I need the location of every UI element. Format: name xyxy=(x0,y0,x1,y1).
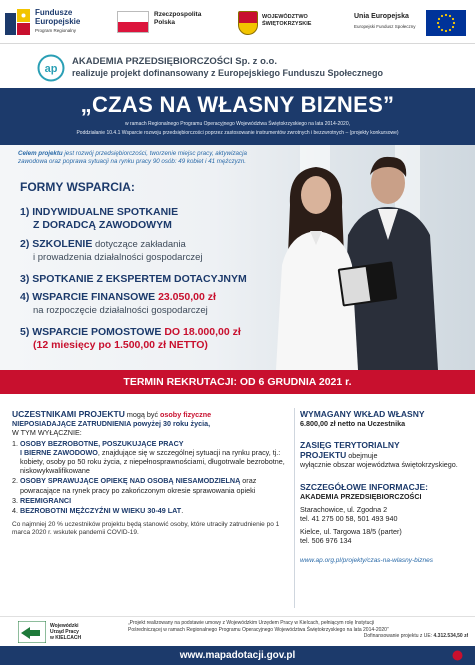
org-line1: AKADEMIA PRZEDSIĘBIORCZOŚCI Sp. z o.o. xyxy=(72,56,277,67)
project-goal xyxy=(18,150,318,166)
support-amount: 23.050,00 zł xyxy=(158,291,216,303)
note-line3a: Dofinansowanie projektu z UE: xyxy=(363,633,434,639)
column-divider xyxy=(294,408,295,608)
goal-lead: Celem projektu xyxy=(18,150,63,157)
fe-line3: Program Regionalny xyxy=(35,28,77,33)
ws-line1: WOJEWÓDZTWO xyxy=(262,14,308,20)
note-line1: „Projekt realizowany na podstawie umowy z Wojewódzkim Urzędem Pracy w Kielcach, pełniącym rolę Instytucji xyxy=(128,620,375,626)
phone-1: tel. 41 275 00 58, 501 493 940 xyxy=(300,514,398,524)
ws-line2: ŚWIĘTOKRZYSKIE xyxy=(262,21,312,27)
page-title: „CZAS NA WŁASNY BIZNES” xyxy=(80,92,395,117)
support-item-3 xyxy=(20,273,247,286)
website-link[interactable]: www.mapadotacji.gov.pl xyxy=(179,650,296,661)
goal-text1: jest rozwój przedsiębiorczości, tworzenie miejsc pracy, aktywizacja xyxy=(62,150,247,157)
list-text: oraz powracające na rynek pracy po zakończonym okresie sprawowania opieki xyxy=(20,476,257,495)
rp-line2: Polska xyxy=(154,19,175,26)
support-label: INDYWIDUALNE SPOTKANIE xyxy=(32,206,179,218)
support-item-1 xyxy=(20,206,178,232)
area-heading: ZASIĘG TERYTORIALNY xyxy=(300,440,400,451)
support-desc: na rozpoczęcie działalności gospodarczej xyxy=(33,305,208,316)
support-item-2 xyxy=(20,238,203,264)
participants-t3: W TYM WYŁĄCZNIE: xyxy=(12,428,82,438)
participants-t1: mogą być xyxy=(124,410,161,419)
list-item xyxy=(12,476,292,494)
area-heading-2: PROJEKTU xyxy=(300,450,347,461)
support-desc: dotyczące zakładania xyxy=(92,239,186,250)
participants-list xyxy=(12,439,292,516)
list-num: 2. xyxy=(12,476,18,486)
wup-line2: Urząd Pracy xyxy=(50,629,79,635)
forms-title: FORMY WSPARCIA: xyxy=(20,180,135,194)
support-desc-2: i prowadzenia działalności gospodarczej xyxy=(33,252,203,263)
project-url-link[interactable]: www.ap.org.pl/projekty/czas-na-wlasny-biznes xyxy=(300,556,433,564)
support-label-2: Z DORADCĄ ZAWODOWYM xyxy=(33,219,172,231)
rp-line1: Rzeczpospolita xyxy=(154,11,202,18)
address-2: Kielce, ul. Targowa 18/5 (parter) xyxy=(300,527,402,537)
recruitment-bar xyxy=(0,370,475,394)
participants-h2: NIEPOSIADAJĄCE ZATRUDNIENIA xyxy=(12,419,131,429)
eu-logo xyxy=(354,6,472,38)
list-text: , znajdujące się w szczególnej sytuacji na rynku pracy, tj.: kobiety, osoby po 50 roku życia, z niepełnosprawnościami, długotrwale bezrobotne, niskowykwalifikowane xyxy=(20,447,285,476)
poland-flag-icon xyxy=(117,11,149,33)
ue-line1: Unia Europejska xyxy=(354,13,409,20)
support-item-5 xyxy=(20,326,241,352)
note-line3b: 4.312.534,50 zł xyxy=(433,633,468,639)
wup-logo-icon xyxy=(18,621,46,643)
support-num: 4) xyxy=(20,291,30,303)
support-label: WSPARCIE FINANSOWE xyxy=(32,291,159,303)
list-bold: REEMIGRANCI xyxy=(20,495,72,505)
phone-2: tel. 506 976 134 xyxy=(300,536,352,546)
eu-flag-icon xyxy=(426,10,466,36)
support-label: SPOTKANIE Z EKSPERTEM DOTACYJNYM xyxy=(32,273,247,285)
list-item xyxy=(12,496,292,505)
info-heading: SZCZEGÓŁOWE INFORMACJE: xyxy=(300,481,428,492)
rzeczpospolita-logo xyxy=(117,9,227,35)
list-bold: OSOBY BEZROBOTNE, POSZUKUJĄCE PRACY xyxy=(20,438,184,448)
footer xyxy=(0,616,475,646)
support-num: 1) xyxy=(20,206,30,218)
fundusze-europejskie-logo xyxy=(5,6,117,38)
list-num: 4. xyxy=(12,506,18,516)
business-people-illustration xyxy=(270,145,475,370)
details-section xyxy=(0,394,475,616)
note-line2: Pośredniczącej w ramach Regionalnego Programu Operacyjnego Województwa Świętokrzyskiego na lata 2014-2020” xyxy=(128,626,389,633)
badge-icon xyxy=(452,650,463,661)
website-bar xyxy=(0,646,475,665)
list-bold: BEZROBOTNI MĘŻCZYŹNI W WIEKU 30-49 LAT xyxy=(20,506,182,516)
goal-text2: zawodowa oraz poprawa sytuacji na rynku pracy 90 osób: 49 kobiet i 41 mężczyzn. xyxy=(18,158,247,165)
covid-note: Co najmniej 20 % uczestników projektu będą stanowić osoby, które utraciły zatrudnienie po 1 marca 2020 r. wskutek pandemii COVID-19. xyxy=(12,521,280,537)
support-label: WSPARCIE POMOSTOWE xyxy=(32,326,165,338)
footer-note xyxy=(128,620,468,640)
fe-line1: Fundusze xyxy=(35,8,73,17)
ap-logo-text: ap xyxy=(44,63,58,75)
recruitment-b: GRUDNIA xyxy=(267,376,316,388)
address-1: Starachowice, ul. Zgodna 2 xyxy=(300,504,388,514)
wup-line3: w KIELCACH xyxy=(50,635,82,641)
title-band xyxy=(0,88,475,145)
title-sub2: Poddziałanie 10.4.1 Wsparcie rozwoju przedsiębiorczości poprzez zastosowanie instrumentów zwrotnych i bezzwrotnych – (projekty konkursowe) xyxy=(76,130,399,136)
ap-logo-icon xyxy=(37,54,65,82)
list-bold-2: I BIERNE ZAWODOWO xyxy=(20,447,98,457)
support-num: 3) xyxy=(20,273,30,285)
support-desc: (12 miesięcy po 1.500,00 zł NETTO) xyxy=(33,339,208,351)
list-num: 3. xyxy=(12,495,18,505)
fe-stars-icon xyxy=(5,7,31,37)
voivodeship-crest-icon xyxy=(238,11,258,35)
participants-column xyxy=(12,409,292,537)
list-item xyxy=(12,506,292,515)
list-text: . xyxy=(181,506,184,516)
org-header xyxy=(0,48,475,88)
info-org: AKADEMIA PRZEDSIĘBIORCZOŚCI xyxy=(300,491,422,501)
wup-line1: Wojewódzki xyxy=(50,623,79,629)
area-text1: obejmuje xyxy=(346,451,378,461)
list-bold: OSOBY SPRAWUJĄCE OPIEKĘ NAD OSOBĄ NIESAMODZIELNĄ xyxy=(20,476,241,486)
support-label: SZKOLENIE xyxy=(32,238,93,250)
participants-t2: powyżej 30 roku życia, xyxy=(131,419,211,429)
title-sub1: w ramach Regionalnego Programu Operacyjnego Województwa Świętokrzyskiego na lata 2014-2020, xyxy=(124,121,351,127)
participants-heading: UCZESTNIKAMI PROJEKTU xyxy=(12,409,125,419)
participants-r1: osoby fizyczne xyxy=(160,410,212,419)
support-num: 2) xyxy=(20,238,30,250)
own-contribution-heading: WYMAGANY WKŁAD WŁASNY xyxy=(300,409,425,419)
recruitment-c: 2021 r. xyxy=(315,376,352,388)
support-item-4 xyxy=(20,291,216,317)
own-contribution-text: 6.800,00 zł netto na Uczestnika xyxy=(300,419,406,428)
fe-line2: Europejskie xyxy=(35,17,81,26)
list-num: 1. xyxy=(12,438,18,448)
support-num: 5) xyxy=(20,326,30,338)
swietokrzyskie-logo xyxy=(238,9,338,37)
org-line2: realizuje projekt dofinansowany z Europejskiego Funduszu Społecznego xyxy=(72,68,384,78)
info-column xyxy=(300,409,470,565)
area-text2: wyłącznie obszar województwa świętokrzyskiego. xyxy=(300,460,458,470)
ue-line2: Europejski Fundusz Społeczny xyxy=(354,24,416,29)
support-amount: DO 18.000,00 zł xyxy=(164,326,241,338)
list-item xyxy=(12,439,292,476)
logo-strip xyxy=(0,0,475,44)
recruitment-a: TERMIN REKRUTACJI: OD 6 xyxy=(123,376,268,388)
